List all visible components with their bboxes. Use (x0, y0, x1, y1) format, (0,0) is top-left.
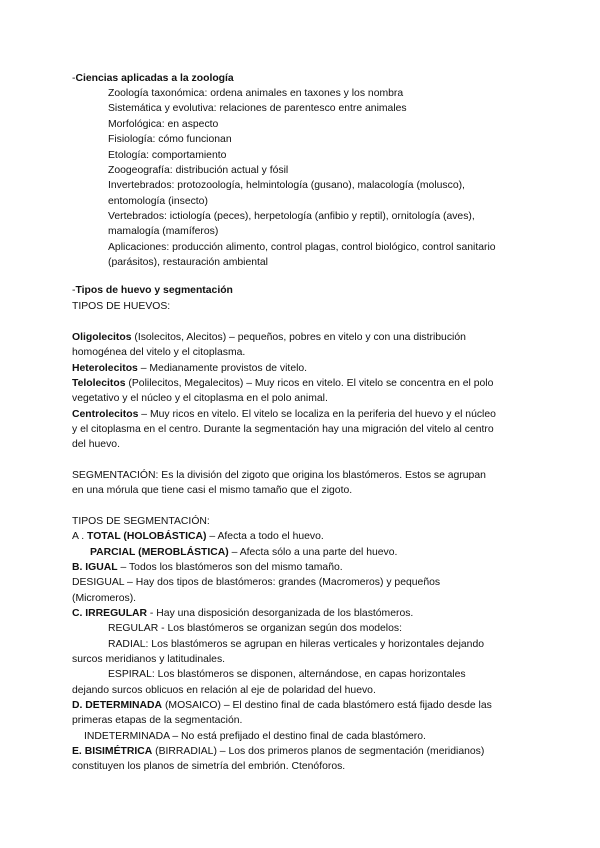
text-line: surcos meridianos y latitudinales. (72, 654, 226, 665)
text-line: en una mórula que tiene casi el mismo tamaño que el zigoto. (72, 485, 353, 496)
oligolecitos-line: Oligolecitos (Isolecitos, Alecitos) – pequeños, pobres en vitelo y con una distribución (72, 332, 466, 343)
list-item: Morfológica: en aspecto (108, 119, 219, 130)
list-item: Aplicaciones: producción alimento, control plagas, control biológico, control sanitario (108, 242, 496, 253)
text-line: ESPIRAL: Los blastómeros se disponen, alternándose, en capas horizontales (108, 669, 466, 680)
telolecitos-line: Telolecitos (Polilecitos, Megalecitos) – Muy ricos en vitelo. El vitelo se concentra en el polo (72, 378, 494, 389)
bisimetrica-line: E. BISIMÉTRICA (BIRRADIAL) – Los dos primeros planos de segmentación (meridianos) (72, 746, 485, 757)
list-item: Sistemática y evolutiva: relaciones de parentesco entre animales (108, 103, 407, 114)
telolecitos-term: Telolecitos (72, 378, 126, 389)
text-line: dejando surcos oblicuos en relación al eje de polaridad del huevo. (72, 685, 376, 696)
bisimetrica-term: E. BISIMÉTRICA (72, 746, 153, 757)
heterolecitos-term: Heterolecitos (72, 363, 138, 374)
irregular-line: C. IRREGULAR - Hay una disposición desorganizada de los blastómeros. (72, 608, 414, 619)
total-term: TOTAL (HOLOBÁSTICA) (87, 531, 207, 542)
list-item: Invertebrados: protozoología, helmintología (gusano), malacología (molusco), (108, 180, 465, 191)
text-line: INDETERMINADA – No está prefijado el destino final de cada blastómero. (84, 731, 426, 742)
determinada-term: D. DETERMINADA (72, 700, 163, 711)
subheading-tipos-huevos: TIPOS DE HUEVOS: (72, 301, 171, 312)
oligolecitos-term: Oligolecitos (72, 332, 132, 343)
total-line: A . TOTAL (HOLOBÁSTICA) – Afecta a todo el huevo. (72, 531, 324, 542)
igual-term: B. IGUAL (72, 562, 118, 573)
parcial-term: PARCIAL (MEROBLÁSTICA) (90, 547, 229, 558)
list-item: Zoología taxonómica: ordena animales en taxones y los nombra (108, 88, 404, 99)
text-line: constituyen los planos de simetría del embrión. Ctenóforos. (72, 761, 346, 772)
list-item: mamalogía (mamíferos) (108, 226, 219, 237)
text-line: y el citoplasma en el centro. Durante la segmentación hay una migración del vitelo al centro (72, 424, 494, 435)
list-item: Fisiología: cómo funcionan (108, 134, 232, 145)
text-line: homogénea del vitelo y el citoplasma. (72, 347, 246, 358)
text-line: del huevo. (72, 439, 120, 450)
list-item: Vertebrados: ictiología (peces), herpetología (anfibio y reptil), ornitología (aves), (108, 211, 475, 222)
text-line: SEGMENTACIÓN: Es la división del zigoto que origina los blastómeros. Estos se agrupan (72, 470, 486, 481)
parcial-line: PARCIAL (MEROBLÁSTICA) – Afecta sólo a una parte del huevo. (90, 547, 398, 558)
igual-line: B. IGUAL – Todos los blastómeros son del mismo tamaño. (72, 562, 343, 573)
section-heading-ciencias: -Ciencias aplicadas a la zoología (72, 73, 234, 84)
text-line: primeras etapas de la segmentación. (72, 715, 243, 726)
centrolecitos-line: Centrolecitos – Muy ricos en vitelo. El vitelo se localiza en la periferia del huevo y el núcleo (72, 409, 496, 420)
determinada-line: D. DETERMINADA (MOSAICO) – El destino final de cada blastómero está fijado desde las (72, 700, 492, 711)
text-line: REGULAR - Los blastómeros se organizan según dos modelos: (108, 623, 402, 634)
text-line: vegetativo y el núcleo y el citoplasma en el polo animal. (72, 393, 328, 404)
centrolecitos-term: Centrolecitos (72, 409, 139, 420)
subheading-tipos-segmentacion: TIPOS DE SEGMENTACIÓN: (72, 516, 210, 527)
list-item: (parásitos), restauración ambiental (108, 257, 268, 268)
list-item: entomología (insecto) (108, 196, 208, 207)
section-heading-huevos: -Tipos de huevo y segmentación (72, 285, 233, 296)
heterolecitos-line: Heterolecitos – Medianamente provistos de vitelo. (72, 363, 308, 374)
text-line: RADIAL: Los blastómeros se agrupan en hileras verticales y horizontales dejando (108, 639, 485, 650)
irregular-term: C. IRREGULAR (72, 608, 148, 619)
list-item: Zoogeografía: distribución actual y fósil (108, 165, 289, 176)
text-line: (Micromeros). (72, 593, 137, 604)
text-line: DESIGUAL – Hay dos tipos de blastómeros: grandes (Macromeros) y pequeños (72, 577, 441, 588)
list-item: Etología: comportamiento (108, 150, 227, 161)
